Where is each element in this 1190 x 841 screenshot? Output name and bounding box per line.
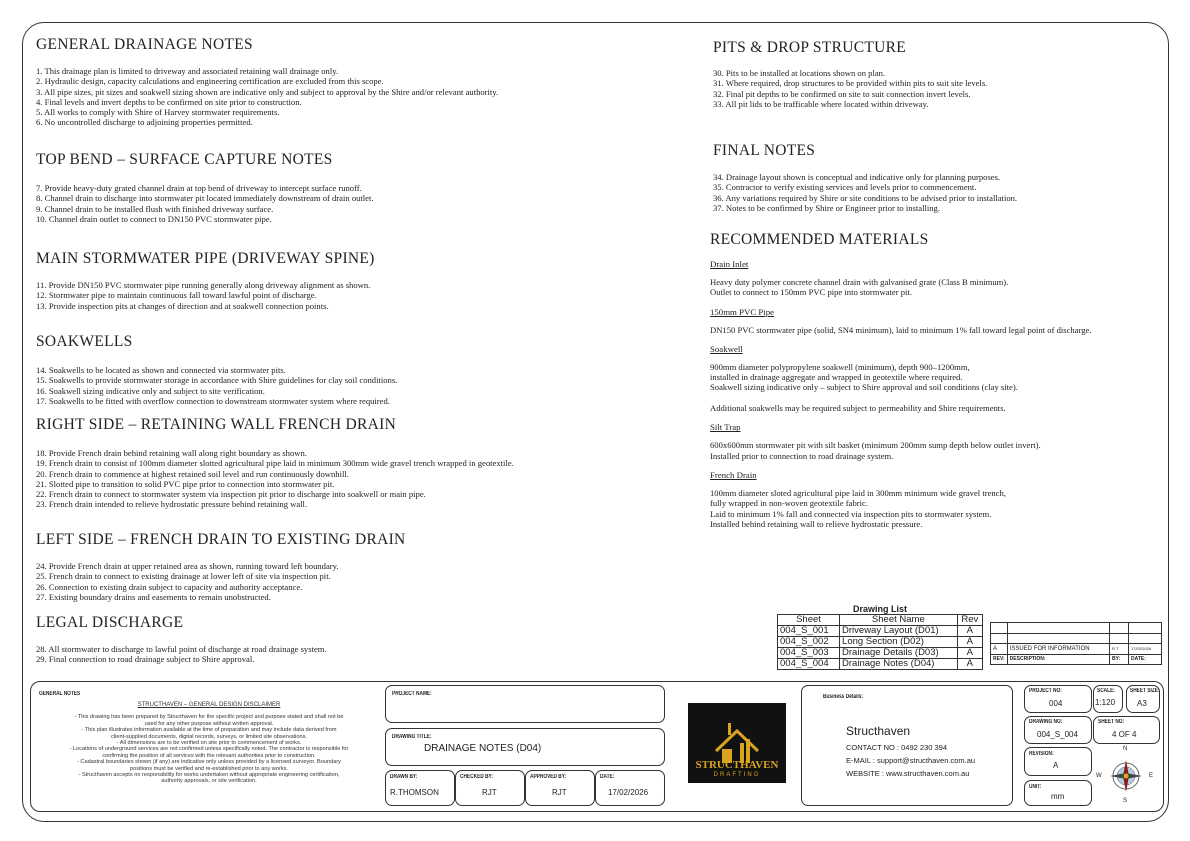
- note-item: 5. All works to comply with Shire of Harvey stormwater requirements.: [36, 107, 280, 118]
- drawing-list-row: [778, 626, 983, 637]
- note-item: 20. French drain to commence at highest retained soil level and run continuously downhill.: [36, 468, 349, 479]
- drawing-list-table: [777, 614, 983, 670]
- revision-box: [1024, 747, 1092, 776]
- note-item: 22. French drain to connect to stormwater system via inspection pit prior to discharge into soakwell or main pipe.: [36, 489, 426, 500]
- unit-box: [1024, 780, 1092, 806]
- section-title: TOP BEND – SURFACE CAPTURE NOTES: [36, 151, 333, 168]
- rev-description: ISSUED FOR INFORMATION: [1007, 644, 1109, 655]
- sheet-size-label: SHEET SIZE:: [1130, 688, 1160, 694]
- notes-list: [36, 448, 514, 510]
- note-item: 4. Final levels and invert depths to be confirmed on site prior to construction.: [36, 96, 302, 107]
- section-title: LEGAL DISCHARGE: [36, 614, 184, 631]
- note-item: 14. Soakwells to be located as shown and connected via stormwater pits.: [36, 365, 286, 375]
- note-item: 26. Connection to existing drain subject to capacity and authority acceptance.: [36, 581, 303, 592]
- notes-list: [713, 172, 1017, 213]
- checked-by: RJT: [482, 788, 497, 797]
- logo-sub: DRAFTING: [713, 772, 761, 778]
- project-no-box: [1024, 685, 1092, 713]
- note-item: 36. Any variations required by Shire or site conditions to be advised prior to installation.: [713, 192, 1018, 203]
- section-title: MAIN STORMWATER PIPE (DRIVEWAY SPINE): [36, 250, 375, 267]
- disclaimer-line: authority approvals, or site verification.: [161, 778, 257, 785]
- note-item: 15. Soakwells to provide stormwater storage in accordance with Shire guidelines for clay soil conditions.: [36, 375, 398, 386]
- rev-header-rev: REV:: [991, 654, 1008, 665]
- material-line: fully wrapped in non-woven geotextile fabric.: [710, 498, 868, 509]
- drawing-list-row: [778, 648, 983, 659]
- revision-label: REVISION:: [1029, 751, 1054, 757]
- note-item: 35. Contractor to verify existing services and levels prior to commencement.: [713, 182, 977, 193]
- compass-e: E: [1149, 773, 1154, 779]
- rev-by: R.T: [1110, 644, 1129, 655]
- note-item: 34. Drainage layout shown is conceptual and indicative only for planning purposes.: [713, 172, 1001, 182]
- rev-date: 17/02/2026: [1129, 644, 1162, 655]
- logo-name: STRUCTHAVEN: [695, 759, 779, 771]
- rev-header-description: DESCRIPTION:: [1007, 654, 1109, 665]
- checked-by-box: [455, 770, 525, 806]
- notes-section: [36, 333, 397, 406]
- rev-header-date: DATE:: [1129, 654, 1162, 665]
- drawing-list-cell: A: [957, 626, 982, 637]
- rev-header-by: BY:: [1110, 654, 1129, 665]
- note-item: 25. French drain to connect to existing drainage at lower left of site via inspection pit.: [36, 571, 331, 582]
- disclaimer-line: confirming the position of all services with the relevant authorities prior to construction.: [102, 752, 316, 759]
- note-item: 21. Slotted pipe to transition to solid PVC pipe prior to connection into stormwater pit.: [36, 478, 335, 489]
- date-box: [595, 770, 665, 806]
- material-line: Additional soakwells may be required subject to permeability and Shire requirements.: [710, 403, 1006, 414]
- drawing-list-row: [778, 637, 983, 648]
- note-item: 8. Channel drain to discharge into stormwater pit located immediately downstream of drain outlet.: [36, 193, 374, 204]
- note-item: 27. Existing boundary drains and easements to remain unobstructed.: [36, 591, 271, 602]
- disclaimer-line: - Structhaven accepts no responsibility for works undertaken without appropriate engineering certification,: [78, 772, 340, 779]
- notes-section: [713, 142, 1017, 213]
- drawing-list-cell: A: [957, 659, 982, 670]
- material-line: Heavy duty polymer concrete channel drain with galvanised grate (Class B minimum).: [710, 277, 1009, 287]
- material-line: Installed prior to connection to road drainage system.: [710, 450, 894, 461]
- disclaimer-line: client-supplied documents, digital records, surveys, or limited site observations.: [111, 733, 307, 740]
- project-no-label: PROJECT NO:: [1029, 688, 1062, 694]
- project-name-label: PROJECT NAME:: [392, 691, 432, 697]
- company-name: Structhaven: [846, 724, 911, 738]
- drawing-title-label: DRAWING TITLE:: [392, 734, 432, 740]
- note-item: 6. No uncontrolled discharge to adjoining properties permitted.: [36, 117, 253, 128]
- drawing-list-cell: 004_S_003: [778, 648, 840, 659]
- material-heading: 150mm PVC Pipe: [710, 306, 775, 317]
- note-item: 12. Stormwater pipe to maintain continuous fall toward lawful point of discharge.: [36, 290, 317, 301]
- note-item: 28. All stormwater to discharge to lawful point of discharge at road drainage system.: [36, 644, 327, 654]
- notes-section: [36, 151, 374, 224]
- structhaven-logo: [688, 703, 786, 783]
- disclaimer: [39, 702, 379, 785]
- material-line: Installed behind retaining wall to relieve hydrostatic pressure.: [710, 518, 923, 529]
- note-item: 9. Channel drain to be installed flush with finished driveway surface.: [36, 203, 274, 214]
- sheet-no-label: SHEET NO:: [1098, 719, 1125, 725]
- disclaimer-line: used for any other purpose without written approval.: [144, 720, 274, 727]
- note-item: 24. Provide French drain at upper retained area as shown, running toward left boundary.: [36, 561, 339, 571]
- drawing-list-cell: 004_S_002: [778, 637, 840, 648]
- drawing-list-header: Rev: [957, 615, 982, 626]
- business-details-box: [801, 685, 1013, 806]
- material-line: DN150 PVC stormwater pipe (solid, SN4 minimum), laid to minimum 1% fall toward legal point of discharge.: [710, 324, 1092, 335]
- drawing-list-cell: 004_S_004: [778, 659, 840, 670]
- notes-list: [36, 183, 374, 224]
- drawing-title: DRAINAGE NOTES (D04): [424, 743, 542, 754]
- notes-list: [36, 66, 498, 128]
- note-item: 37. Notes to be confirmed by Shire or Engineer prior to installing.: [713, 202, 940, 213]
- note-item: 1. This drainage plan is limited to driveway and associated retaining wall drainage only.: [36, 66, 339, 76]
- sheet-no-box: [1093, 716, 1160, 744]
- checked-by-label: CHECKED BY:: [460, 774, 493, 780]
- disclaimer-title: STRUCTHAVEN – GENERAL DESIGN DISCLAIMER: [137, 702, 281, 708]
- disclaimer-line: - This drawing has been prepared by Structhaven for the specific project and purpose stated and shall not be: [74, 714, 344, 721]
- disclaimer-line: - Locations of underground services are not confirmed unless specifically noted. The contractor is responsible for: [69, 746, 349, 753]
- drawing-list-title: Drawing List: [852, 604, 907, 614]
- note-item: 31. Where required, drop structures to be provided within pits to suit site levels.: [713, 78, 988, 89]
- disclaimer-line: - All dimensions are to be verified on site prior to commencement of works.: [116, 740, 302, 747]
- drawing-list-header: Sheet: [778, 615, 840, 626]
- drawing-list-cell: Drainage Details (D03): [840, 648, 958, 659]
- notes-section: [713, 39, 987, 109]
- material-heading: Drain Inlet: [710, 259, 749, 269]
- material-line: installed in drainage aggregate and wrapped in geotextile where required.: [710, 372, 963, 383]
- drawing-no: 004_S_004: [1037, 730, 1078, 739]
- note-item: 13. Provide inspection pits at changes of direction and at soakwell connection points.: [36, 300, 329, 311]
- note-item: 23. French drain intended to relieve hydrostatic pressure behind retaining wall.: [36, 499, 308, 510]
- approved-by: RJT: [552, 788, 567, 797]
- note-item: 19. French drain to consist of 100mm diameter slotted agricultural pipe laid in minimum 300mm wide gravel trench wrapped in geotextile.: [36, 458, 514, 469]
- sheet-size-box: [1126, 685, 1160, 713]
- material-heading: Soakwell: [710, 343, 743, 354]
- note-item: 10. Channel drain outlet to connect to DN150 PVC stormwater pipe.: [36, 213, 272, 224]
- compass-s: S: [1123, 798, 1128, 804]
- material-description: [710, 277, 1160, 298]
- drawn-by-box: [385, 770, 455, 806]
- drawing-list-cell: Long Section (D02): [840, 637, 958, 648]
- notes-list: [36, 365, 397, 406]
- drawing-list-cell: A: [957, 637, 982, 648]
- materials-title: RECOMMENDED MATERIALS: [710, 231, 929, 248]
- drawing-title-box: [385, 728, 665, 766]
- disclaimer-line: - This plan illustrates information available at the time of preparation and may include data derived from: [81, 727, 337, 734]
- disclaimer-line: - Cadastral boundaries shown (if any) are indicative only unless provided by a licensed surveyor. Boundary: [77, 759, 341, 766]
- sheet-no: 4 OF 4: [1112, 730, 1137, 739]
- section-title: LEFT SIDE – FRENCH DRAIN TO EXISTING DRAIN: [36, 531, 406, 548]
- note-item: 3. All pipe sizes, pit sizes and soakwell sizing shown are indicative only and subject to approval by the Shire and/or relevant authority.: [36, 86, 499, 97]
- date: 17/02/2026: [608, 788, 649, 797]
- general-notes-label: GENERAL NOTES: [39, 691, 81, 697]
- unit-label: UNIT:: [1029, 784, 1042, 790]
- note-item: 2. Hydraulic design, capacity calculations and engineering certification are excluded from this scope.: [36, 76, 384, 87]
- material-description: [710, 488, 1160, 529]
- revision: A: [1053, 761, 1059, 770]
- notes-section: [36, 416, 514, 510]
- drawn-by-label: DRAWN BY:: [390, 774, 418, 780]
- notes-section: [36, 36, 498, 128]
- drawing-list-cell: 004_S_001: [778, 626, 840, 637]
- approved-by-box: [525, 770, 595, 806]
- notes-list: [36, 561, 406, 602]
- scale-label: SCALE:: [1097, 688, 1115, 694]
- material-line: 900mm diameter polypropylene soakwell (minimum), depth 900–1200mm,: [710, 361, 970, 372]
- material-line: 600x600mm stormwater pit with silt basket (minimum 200mm sump depth below outlet invert).: [710, 440, 1041, 451]
- date-label: DATE:: [600, 774, 615, 780]
- website: WEBSITE : www.structhaven.com.au: [846, 769, 970, 778]
- note-item: 16. Soakwell sizing indicative only and subject to site verification.: [36, 385, 265, 396]
- material-heading: French Drain: [710, 469, 757, 480]
- project-no: 004: [1049, 699, 1063, 708]
- drawing-list-cell: A: [957, 648, 982, 659]
- revision-table: [990, 622, 1162, 665]
- material-line: Soakwell sizing indicative only – subject to Shire approval and soil conditions (clay site).: [710, 382, 1018, 393]
- recommended-materials: [710, 231, 1160, 529]
- section-title: SOAKWELLS: [36, 333, 133, 350]
- note-item: 29. Final connection to road drainage subject to Shire approval.: [36, 654, 255, 665]
- compass-w: W: [1096, 773, 1102, 779]
- compass-n: N: [1123, 746, 1128, 752]
- notes-section: [36, 614, 327, 665]
- note-item: 30. Pits to be installed at locations shown on plan.: [713, 68, 886, 78]
- notes-section: [36, 531, 406, 602]
- drawing-list: [777, 604, 983, 670]
- drawing-list-cell: Drainage Notes (D04): [840, 659, 958, 670]
- note-item: 32. Final pit depths to be confirmed on site to suit connection invert levels.: [713, 88, 971, 99]
- material-line: [710, 393, 1160, 403]
- rev-code: A: [991, 644, 1008, 655]
- drawn-by: R.THOMSON: [390, 788, 439, 797]
- business-label: Business Details:: [823, 694, 864, 700]
- material-description: [710, 362, 1160, 413]
- note-item: 33. All pit lids to be trafficable where located within driveway.: [713, 98, 929, 109]
- note-item: 18. Provide French drain behind retaining wall along right boundary as shown.: [36, 448, 307, 458]
- section-title: GENERAL DRAINAGE NOTES: [36, 36, 253, 53]
- note-item: 7. Provide heavy-duty grated channel drain at top bend of driveway to intercept surface runoff.: [36, 183, 362, 193]
- disclaimer-line: positions must be verified and re-established prior to any works.: [130, 765, 288, 772]
- material-description: [710, 440, 1160, 461]
- drawing-list-row: [778, 659, 983, 670]
- material-line: Outlet to connect to 150mm PVC pipe into stormwater pit.: [710, 287, 912, 298]
- note-item: 17. Soakwells to be fitted with overflow connection to downstream stormwater system where required.: [36, 395, 390, 406]
- scale: 1:120: [1095, 698, 1116, 707]
- drawing-no-box: [1024, 716, 1092, 744]
- title-block: [30, 681, 1164, 812]
- unit: mm: [1051, 792, 1065, 801]
- notes-list: [36, 280, 375, 311]
- material-line: 100mm diameter sloted agricultural pipe laid in 300mm minimum wide gravel trench,: [710, 487, 1006, 498]
- section-title: RIGHT SIDE – RETAINING WALL FRENCH DRAIN: [36, 416, 397, 433]
- notes-list: [36, 644, 327, 665]
- drawing-list-cell: Driveway Layout (D01): [840, 626, 958, 637]
- note-item: 11. Provide DN150 PVC stormwater pipe running generally along driveway alignment as shown.: [36, 280, 371, 290]
- section-title: PITS & DROP STRUCTURE: [713, 39, 907, 56]
- material-heading: Silt Trap: [710, 422, 741, 433]
- material-line: Laid to minimum 1% fall and connected via inspection pits to stormwater system.: [710, 508, 992, 519]
- approved-by-label: APPROVED BY:: [530, 774, 567, 780]
- material-description: [710, 325, 1160, 335]
- house-tool-icon: [688, 703, 786, 783]
- project-name-box: [385, 685, 665, 723]
- notes-section: [36, 250, 375, 311]
- section-title: FINAL NOTES: [713, 142, 816, 159]
- email: E-MAIL : support@structhaven.com.au: [846, 756, 976, 765]
- drawing-no-label: DRAWING NO:: [1029, 719, 1063, 725]
- compass-icon: [1096, 746, 1156, 806]
- drawing-list-header: Sheet Name: [840, 615, 958, 626]
- scale-box: [1093, 685, 1123, 713]
- notes-list: [713, 68, 987, 109]
- contact-number: CONTACT NO : 0492 230 394: [846, 743, 948, 752]
- sheet-size: A3: [1137, 699, 1147, 708]
